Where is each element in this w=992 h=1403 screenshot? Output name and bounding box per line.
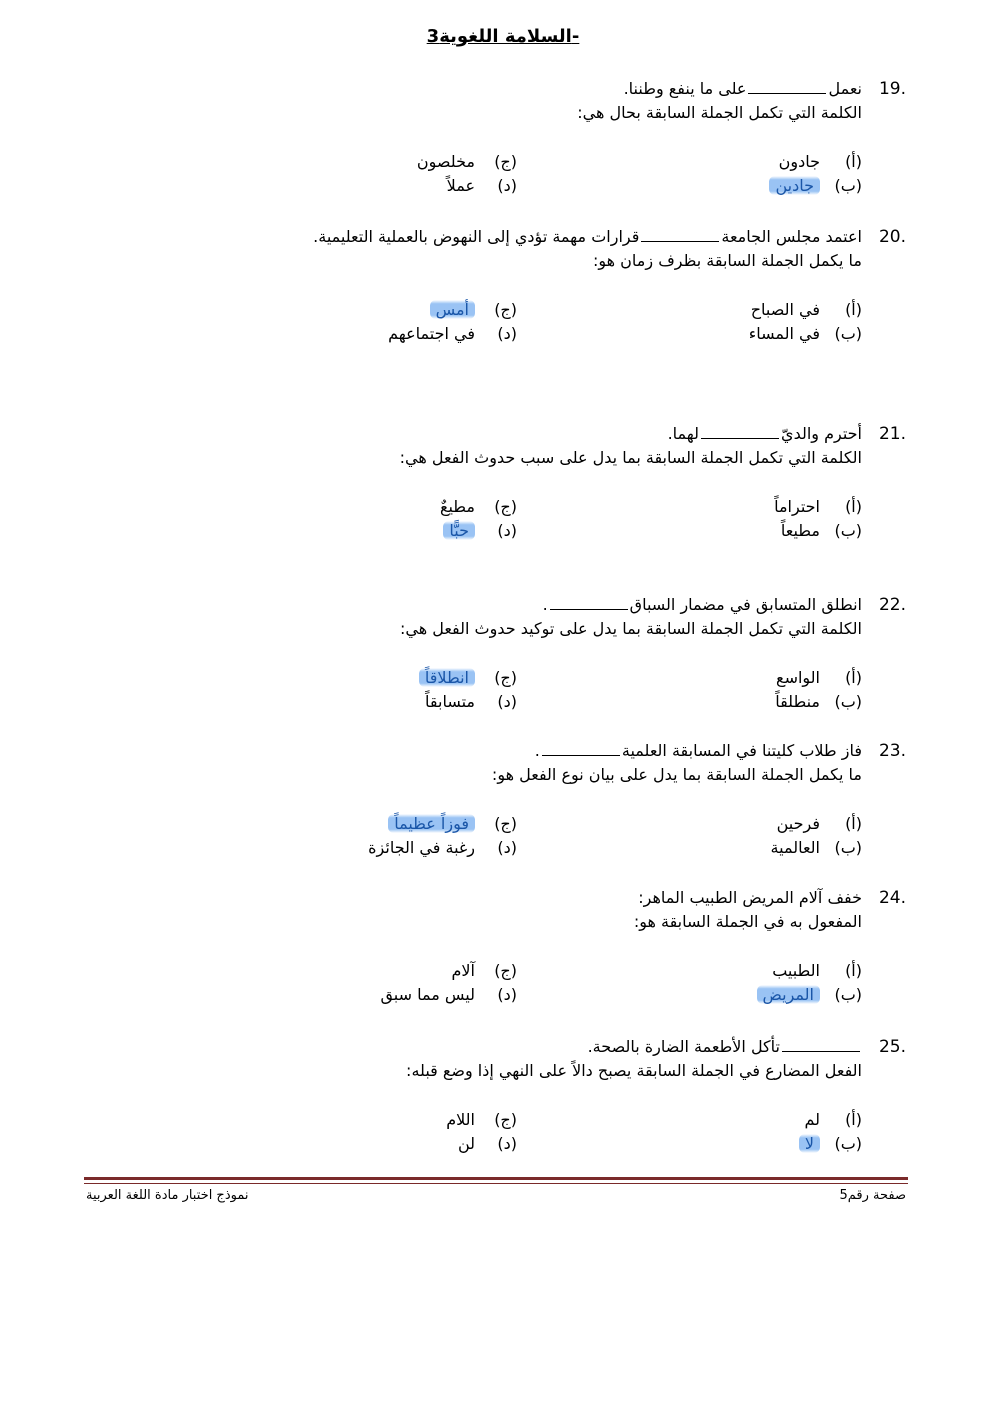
section-title bbox=[0, 26, 992, 47]
question-instruction: الكلمة التي تكمل الجملة السابقة بما يدل على سبب حدوث الفعل هي: bbox=[399, 448, 862, 467]
option-text-highlighted: حبًّا bbox=[443, 521, 475, 540]
option-label: (ب) bbox=[834, 985, 862, 1004]
option-d[interactable] bbox=[368, 838, 517, 857]
option-text-highlighted: أمس bbox=[430, 300, 475, 319]
option-d[interactable] bbox=[447, 176, 517, 195]
option-b[interactable] bbox=[781, 521, 862, 540]
question-number: 24. bbox=[878, 888, 906, 908]
question-block bbox=[0, 1037, 992, 1167]
option-text: ليس مما سبق bbox=[380, 985, 475, 1004]
footer-rule bbox=[84, 1177, 908, 1180]
option-text: مطيعاً bbox=[780, 521, 820, 540]
question-instruction: الكلمة التي تكمل الجملة السابقة بما يدل على توكيد حدوث الفعل هي: bbox=[399, 619, 862, 638]
question-text bbox=[638, 888, 862, 907]
option-d[interactable] bbox=[443, 521, 517, 540]
option-text-highlighted: انطلاقاً bbox=[419, 668, 475, 687]
answer-blank bbox=[542, 741, 620, 756]
option-label: (د) bbox=[497, 1134, 517, 1153]
question-text-before-blank: خفف آلام المريض الطبيب الماهر: bbox=[638, 888, 862, 907]
option-label: (أ) bbox=[845, 1110, 862, 1129]
option-text: في اجتماعهم bbox=[388, 324, 475, 343]
option-d[interactable] bbox=[380, 985, 517, 1004]
option-a[interactable] bbox=[777, 814, 862, 833]
question-text-before-blank: فاز طلاب كليتنا في المسابقة العلمية bbox=[621, 741, 862, 760]
question-number: 19. bbox=[878, 79, 906, 99]
question-text bbox=[668, 424, 862, 443]
question-block bbox=[0, 227, 992, 357]
option-label: (ب) bbox=[834, 176, 862, 195]
option-text: آلام bbox=[451, 961, 475, 980]
section-number: 3- bbox=[426, 26, 580, 47]
option-label: (د) bbox=[497, 985, 517, 1004]
option-text: في الصباح bbox=[750, 300, 820, 319]
question-instruction: ما يكمل الجملة السابقة بظرف زمان هو: bbox=[593, 251, 862, 270]
question-text-before-blank: اعتمد مجلس الجامعة bbox=[721, 227, 862, 246]
option-label: (د) bbox=[497, 838, 517, 857]
question-block bbox=[0, 79, 992, 209]
option-text: لم bbox=[804, 1110, 820, 1129]
option-c[interactable] bbox=[430, 300, 517, 319]
footer-title: نموذج اختبار مادة اللغة العربية bbox=[86, 1188, 249, 1203]
option-b[interactable] bbox=[799, 1134, 862, 1153]
option-a[interactable] bbox=[776, 668, 862, 687]
question-number: 21. bbox=[878, 424, 906, 444]
option-d[interactable] bbox=[388, 324, 517, 343]
option-text: اللام bbox=[446, 1110, 475, 1129]
question-instruction: الكلمة التي تكمل الجملة السابقة بحال هي: bbox=[577, 103, 862, 122]
question-text-after-blank: على ما ينفع وطننا. bbox=[623, 79, 747, 98]
question-number: 22. bbox=[878, 595, 906, 615]
question-text bbox=[313, 227, 862, 246]
option-label: (ج) bbox=[494, 814, 517, 833]
option-text: مطيعٌ bbox=[439, 497, 475, 516]
question-instruction: الفعل المضارع في الجملة السابقة يصبح دالاً على النهي إذا وضع قبله: bbox=[406, 1061, 862, 1080]
option-a[interactable] bbox=[751, 300, 862, 319]
option-b[interactable] bbox=[757, 985, 862, 1004]
question-text bbox=[624, 79, 862, 98]
option-label: (أ) bbox=[845, 152, 862, 171]
question-number: 23. bbox=[878, 741, 906, 761]
question-block bbox=[0, 741, 992, 871]
question-block bbox=[0, 888, 992, 1018]
option-text: عملاً bbox=[446, 176, 475, 195]
question-text-after-blank: . bbox=[542, 595, 548, 614]
option-label: (د) bbox=[497, 176, 517, 195]
option-label: (د) bbox=[497, 324, 517, 343]
answer-blank bbox=[782, 1037, 860, 1052]
option-a[interactable] bbox=[774, 497, 862, 516]
option-text: في المساء bbox=[748, 324, 820, 343]
option-c[interactable] bbox=[452, 961, 517, 980]
option-label: (ج) bbox=[494, 961, 517, 980]
option-d[interactable] bbox=[458, 1134, 517, 1153]
question-number: 20. bbox=[878, 227, 906, 247]
option-b[interactable] bbox=[771, 838, 862, 857]
option-c[interactable] bbox=[440, 497, 517, 516]
option-text-highlighted: لا bbox=[799, 1134, 820, 1153]
option-label: (ب) bbox=[834, 692, 862, 711]
option-text: منطلقاً bbox=[775, 692, 820, 711]
question-text bbox=[543, 595, 862, 614]
question-text-before-blank: أحترم والديّ bbox=[781, 424, 862, 443]
option-label: (ج) bbox=[494, 497, 517, 516]
option-a[interactable] bbox=[779, 152, 862, 171]
question-text-after-blank: تأكل الأطعمة الضارة بالصحة. bbox=[587, 1037, 780, 1056]
option-a[interactable] bbox=[772, 961, 862, 980]
option-label: (ب) bbox=[834, 521, 862, 540]
option-c[interactable] bbox=[388, 814, 517, 833]
answer-blank bbox=[748, 79, 826, 94]
option-text: رغبة في الجائزة bbox=[368, 838, 475, 857]
option-text: لن bbox=[457, 1134, 475, 1153]
option-a[interactable] bbox=[804, 1110, 862, 1129]
footer-rule-thin bbox=[84, 1183, 908, 1184]
option-c[interactable] bbox=[419, 668, 517, 687]
option-b[interactable] bbox=[769, 176, 862, 195]
answer-blank bbox=[550, 595, 628, 610]
option-text-highlighted: جادين bbox=[769, 176, 820, 195]
question-instruction: المفعول به في الجملة السابقة هو: bbox=[633, 912, 862, 931]
option-label: (أ) bbox=[845, 300, 862, 319]
option-label: (ج) bbox=[494, 668, 517, 687]
option-text: احتراماً bbox=[774, 497, 820, 516]
question-block bbox=[0, 595, 992, 725]
question-block bbox=[0, 424, 992, 554]
question-text-before-blank: انطلق المتسابق في مضمار السباق bbox=[629, 595, 862, 614]
question-number: 25. bbox=[878, 1037, 906, 1057]
question-text-after-blank: قرارات مهمة تؤدي إلى النهوض بالعملية التعليمية. bbox=[313, 227, 640, 246]
option-text-highlighted: فوزاً عظيماً bbox=[388, 814, 475, 833]
option-label: (أ) bbox=[845, 497, 862, 516]
option-label: (ج) bbox=[494, 300, 517, 319]
question-text-after-blank: لهما. bbox=[667, 424, 700, 443]
option-text: فرحين bbox=[776, 814, 820, 833]
option-text: الواسع bbox=[776, 668, 820, 687]
option-label: (د) bbox=[497, 692, 517, 711]
answer-blank bbox=[701, 424, 779, 439]
option-text-highlighted: المريض bbox=[757, 985, 820, 1004]
option-label: (ج) bbox=[494, 1110, 517, 1129]
option-d[interactable] bbox=[425, 692, 517, 711]
question-text-before-blank: نعمل bbox=[828, 79, 862, 98]
option-c[interactable] bbox=[417, 152, 517, 171]
option-text: مخلصون bbox=[416, 152, 475, 171]
option-label: (ب) bbox=[834, 838, 862, 857]
question-instruction: ما يكمل الجملة السابقة بما يدل على بيان نوع الفعل هو: bbox=[491, 765, 862, 784]
option-label: (أ) bbox=[845, 961, 862, 980]
question-text-after-blank: . bbox=[534, 741, 540, 760]
answer-blank bbox=[641, 227, 719, 242]
option-text: متسابقاً bbox=[425, 692, 475, 711]
option-b[interactable] bbox=[749, 324, 862, 343]
option-label: (د) bbox=[497, 521, 517, 540]
option-label: (ب) bbox=[834, 1134, 862, 1153]
option-label: (أ) bbox=[845, 814, 862, 833]
option-b[interactable] bbox=[775, 692, 862, 711]
question-text bbox=[535, 741, 862, 760]
option-text: العالمية bbox=[770, 838, 820, 857]
option-label: (أ) bbox=[845, 668, 862, 687]
option-label: (ج) bbox=[494, 152, 517, 171]
option-text: جادون bbox=[778, 152, 820, 171]
footer-page-number: صفحة رقم5 bbox=[839, 1188, 906, 1203]
option-c[interactable] bbox=[446, 1110, 517, 1129]
section-title-text: السلامة اللغوية bbox=[439, 26, 572, 47]
question-text bbox=[588, 1037, 862, 1056]
option-label: (ب) bbox=[834, 324, 862, 343]
option-text: الطبيب bbox=[772, 961, 820, 980]
